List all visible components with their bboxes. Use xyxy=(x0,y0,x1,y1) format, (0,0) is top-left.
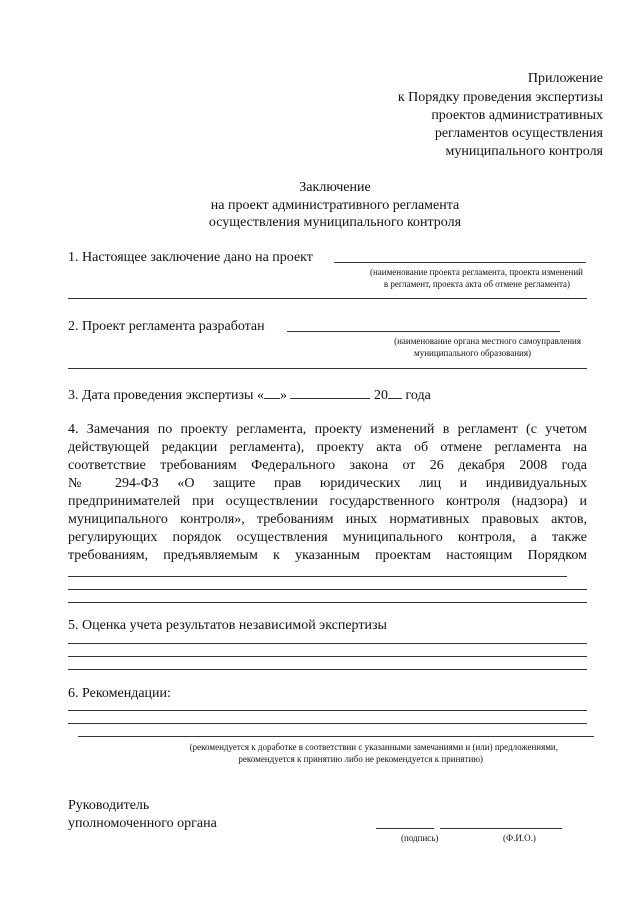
item-4-line: регулирующих порядок осуществления муниципального контроля, а также xyxy=(68,530,587,545)
remarks-line[interactable] xyxy=(68,602,587,603)
item-4-line: № 294-ФЗ «О защите прав юридических лиц и индивидуальных xyxy=(68,476,587,491)
developer-field[interactable] xyxy=(287,331,560,332)
developer-line[interactable] xyxy=(68,368,587,369)
appendix-line: к Порядку проведения экспертизы xyxy=(397,90,603,105)
full-name-hint: (Ф.И.О.) xyxy=(503,833,536,843)
signer-title: Руководитель xyxy=(68,798,150,813)
item-5-label: 5. Оценка учета результатов независимой экспертизы xyxy=(68,618,387,633)
document-subtitle: осуществления муниципального контроля xyxy=(208,215,462,230)
item-1-hint: в регламент, проекта акта об отмене регламента) xyxy=(383,279,570,289)
project-name-field[interactable] xyxy=(334,262,586,263)
item-6-hint: рекомендуется к принятию либо не рекомендуется к принятию) xyxy=(238,754,483,764)
recommendation-line[interactable] xyxy=(78,736,594,737)
month-field[interactable] xyxy=(290,385,370,399)
appendix-line: регламентов осуществления xyxy=(434,126,603,141)
remarks-line[interactable] xyxy=(68,576,567,577)
signature-hint: (подпись) xyxy=(401,833,439,843)
item-1-label: 1. Настоящее заключение дано на проект xyxy=(68,250,313,265)
appendix-line: проектов административных xyxy=(431,108,603,123)
recommendation-line[interactable] xyxy=(68,723,587,724)
recommendation-line[interactable] xyxy=(68,710,587,711)
item-4-line: действующей редакции регламента), проекту акта об отмене регламента на xyxy=(68,440,587,455)
item-4-line: требованиям, предъявляемым к указанным проектам настоящим Порядком xyxy=(68,548,587,563)
item-2-hint: (наименование органа местного самоуправления xyxy=(394,336,581,346)
project-name-line[interactable] xyxy=(68,298,587,299)
document-subtitle: на проект административного регламента xyxy=(210,198,460,213)
item-1-hint: (наименование проекта регламента, проекта изменений xyxy=(369,267,583,277)
item-3-date-row: 3. Дата проведения экспертизы « » 20 года xyxy=(68,385,431,404)
day-field[interactable] xyxy=(264,385,280,399)
full-name-field[interactable] xyxy=(440,828,562,829)
document-title: Заключение xyxy=(299,180,371,195)
item-4-line: предпринимателей при осуществлении государственного контроля (надзора) и xyxy=(68,494,587,509)
item-4-line: соответствие требованиям Федерального закона от 26 декабря 2008 года xyxy=(68,458,587,473)
assessment-line[interactable] xyxy=(68,643,587,644)
item-2-hint: муниципального образования) xyxy=(414,348,531,358)
item-6-label: 6. Рекомендации: xyxy=(68,686,171,701)
signature-field[interactable] xyxy=(376,828,434,829)
item-4-line: муниципального контроля», требованиям иных нормативных правовых актов, xyxy=(68,512,587,527)
item-4-line: 4. Замечания по проекту регламента, проекту изменений в регламент (с учетом xyxy=(68,422,587,437)
year-field[interactable] xyxy=(388,385,402,399)
assessment-line[interactable] xyxy=(68,656,587,657)
appendix-title: Приложение xyxy=(527,71,603,86)
assessment-line[interactable] xyxy=(68,669,587,670)
item-2-label: 2. Проект регламента разработан xyxy=(68,319,265,334)
item-3-label: 3. Дата проведения экспертизы « xyxy=(68,388,264,403)
signer-title: уполномоченного органа xyxy=(68,816,217,831)
appendix-line: муниципального контроля xyxy=(445,144,603,159)
remarks-line[interactable] xyxy=(68,589,587,590)
item-6-hint: (рекомендуется к доработке в соответствии с указанными замечаниями и (или) предложениями, xyxy=(189,742,558,752)
